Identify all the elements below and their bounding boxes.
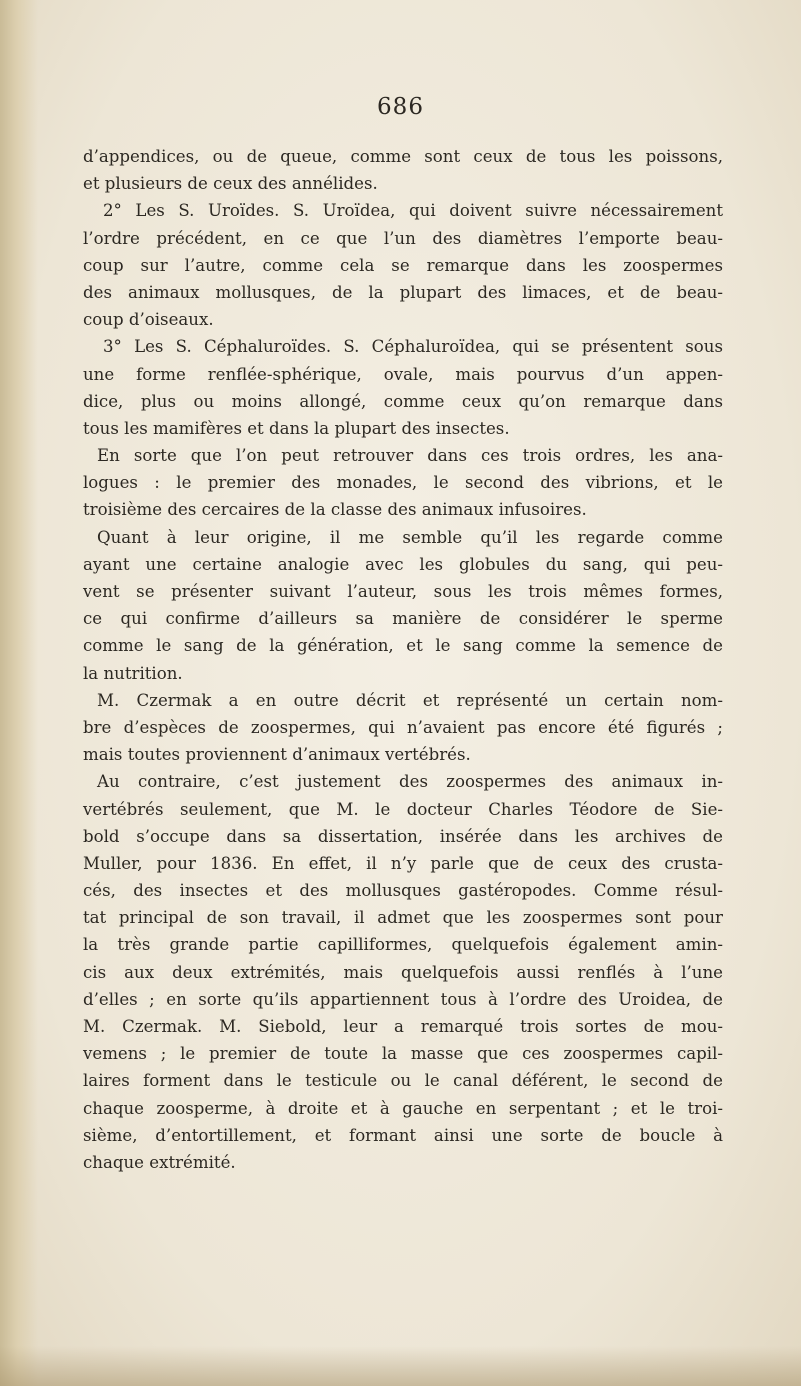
text-line: coup sur l’autre, comme cela se remarque dans les zoospermes bbox=[83, 255, 723, 275]
text-line: vertébrés seulement, que M. le docteur Charles Téodore de Sie- bbox=[83, 799, 723, 819]
text-line: des animaux mollusques, de la plupart des limaces, et de beau- bbox=[83, 282, 723, 302]
text-line: la très grande partie capilliformes, quelquefois également amin- bbox=[83, 935, 723, 955]
text-line: vemens ; le premier de toute la masse que ces zoospermes capil- bbox=[83, 1044, 723, 1064]
page-number: 686 bbox=[377, 94, 424, 120]
text-line: bold s’occupe dans sa dissertation, insérée dans les archives de bbox=[83, 826, 723, 846]
text-line: dice, plus ou moins allongé, comme ceux qu’on remarque dans bbox=[83, 391, 723, 411]
text-line: Muller, pour 1836. En effet, il n’y parle que de ceux des crusta- bbox=[83, 853, 723, 873]
text-line: chaque extrémité. bbox=[83, 1152, 236, 1172]
text-line: d’elles ; en sorte qu’ils appartiennent tous à l’ordre des Uroidea, de bbox=[83, 989, 723, 1009]
page-gutter-shadow bbox=[0, 0, 38, 1386]
text-line: bre d’espèces de zoospermes, qui n’avaient pas encore été figurés ; bbox=[83, 717, 723, 737]
text-line: ce qui confirme d’ailleurs sa manière de considérer le sperme bbox=[83, 609, 723, 629]
text-line: Quant à leur origine, il me semble qu’il les regarde comme bbox=[97, 527, 723, 547]
page-bottom-stain bbox=[0, 1346, 801, 1386]
text-line: coup d’oiseaux. bbox=[83, 310, 214, 330]
text-line: et plusieurs de ceux des annélides. bbox=[83, 174, 378, 194]
text-line: d’appendices, ou de queue, comme sont ceux de tous les poissons, bbox=[83, 147, 723, 166]
text-line: une forme renflée-sphérique, ovale, mais pourvus d’un appen- bbox=[83, 364, 723, 384]
text-line: sième, d’entortillement, et formant ainsi une sorte de boucle à bbox=[83, 1125, 723, 1145]
text-line: l’ordre précédent, en ce que l’un des diamètres l’emporte beau- bbox=[83, 228, 723, 248]
text-line: M. Czermak a en outre décrit et représenté un certain nom- bbox=[97, 690, 723, 710]
text-line: Au contraire, c’est justement des zoospermes des animaux in- bbox=[97, 772, 723, 792]
text-line: la nutrition. bbox=[83, 663, 183, 683]
text-line: M. Czermak. M. Siebold, leur a remarqué trois sortes de mou- bbox=[83, 1017, 723, 1036]
text-line: troisième des cercaires de la classe des animaux infusoires. bbox=[83, 500, 587, 520]
text-line: chaque zoosperme, à droite et à gauche en serpentant ; et le troi- bbox=[83, 1098, 723, 1118]
text-line: 2° Les S. Uroïdes. S. Uroïdea, qui doivent suivre nécessairement bbox=[103, 201, 723, 221]
text-line: 3° Les S. Céphaluroïdes. S. Céphaluroïdea, qui se présentent sous bbox=[103, 337, 723, 357]
text-line: vent se présenter suivant l’auteur, sous les trois mêmes formes, bbox=[83, 582, 723, 601]
text-line: mais toutes proviennent d’animaux vertébrés. bbox=[83, 745, 471, 765]
text-line: En sorte que l’on peut retrouver dans ces trois ordres, les ana- bbox=[97, 446, 723, 466]
text-line: tous les mamifères et dans la plupart des insectes. bbox=[83, 418, 510, 438]
body-text bbox=[83, 143, 723, 1176]
text-line: comme le sang de la génération, et le sang comme la semence de bbox=[83, 636, 723, 656]
text-line: laires forment dans le testicule ou le canal déférent, le second de bbox=[83, 1071, 723, 1091]
text-line: tat principal de son travail, il admet que les zoospermes sont pour bbox=[83, 908, 723, 928]
text-line: cés, des insectes et des mollusques gastéropodes. Comme résul- bbox=[83, 881, 723, 901]
text-line: cis aux deux extrémités, mais quelquefois aussi renflés à l’une bbox=[83, 962, 723, 982]
text-line: ayant une certaine analogie avec les globules du sang, qui peu- bbox=[83, 554, 723, 574]
text-line: logues : le premier des monades, le second des vibrions, et le bbox=[83, 473, 723, 493]
